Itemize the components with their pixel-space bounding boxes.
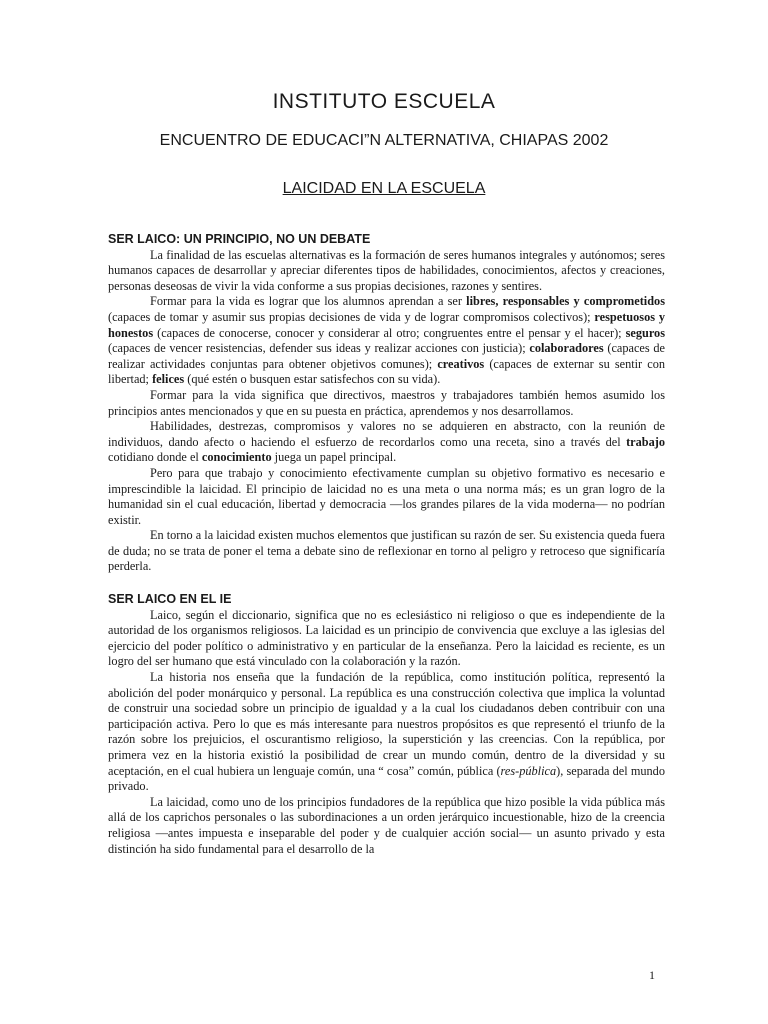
paragraph-text: juega un papel principal. — [271, 450, 397, 465]
bold-term: felices — [152, 372, 185, 387]
paragraph — [108, 670, 665, 795]
bold-term: seguros — [625, 325, 665, 340]
document-title: INSTITUTO ESCUELA — [272, 90, 496, 113]
section-heading-2: SER LAICO EN EL IE — [108, 592, 232, 607]
paragraph: Formar para la vida significa que directivos, maestros y trabajadores también hemos asumido los principios antes mencionados y que en su puesta en práctica, aprendemos y nos desarrollamos. — [108, 387, 665, 418]
paragraph-text: cotidiano donde el — [108, 450, 202, 465]
document-topic: LAICIDAD EN LA ESCUELA — [282, 180, 486, 197]
paragraph: La finalidad de las escuelas alternativas es la formación de seres humanos integrales y autónomos; seres humanos capaces de desarrollar y apreciar diferentes tipos de habilidades, conocimientos, afectos y creaciones, personas deseosas de vivir la vida conforme a sus propias decisiones, razones y sentires. — [108, 247, 665, 293]
paragraph-text: (capaces de externar su sentir con libertad; — [108, 356, 666, 387]
paragraph: Pero para que trabajo y conocimiento efectivamente cumplan su objetivo formativo es necesario e imprescindible la laicidad. El principio de laicidad no es una meta o una norma más; es un gran logro de la humanidad sin el cual educación, libertad y democracia —los grandes pilares de la vida moderna— no podrían existir. — [108, 465, 665, 527]
paragraph-text: Habilidades, destrezas, compromisos y valores no se adquieren en abstracto, con la reunión de individuos, dando afecto o haciendo el esfuerzo de recordarlos como una receta, sino a través del — [108, 419, 665, 449]
paragraph-text: (qué estén o busquen estar satisfechos con su vida). — [184, 372, 441, 387]
bold-term: conocimiento — [201, 450, 272, 465]
paragraph: Laico, según el diccionario, significa que no es eclesiástico ni religioso o que es independiente de la autoridad de los organismos religiosos. La laicidad es un principio de convivencia que excluye a las iglesias del ejercicio del poder político o administrativo y en particular de la enseñanza. Pero la laicidad es reciente, es un logro del ser humano que está vinculado con la colaboración y la razón. — [108, 607, 665, 669]
paragraph — [108, 419, 665, 466]
paragraph: La laicidad, como uno de los principios fundadores de la república que hizo posible la vida pública más allá de los caprichos personales o las subordinaciones a un orden jerárquico incuestionable, hizo de la creencia religiosa —antes impuesta e inseparable del poder y de cualquier acción social— un asunto privado y esta distinción ha sido fundamental para el desarrollo de la — [108, 794, 665, 856]
bold-term: respetuosos y honestos — [108, 309, 665, 340]
paragraph-text: Formar para la vida es lograr que los alumnos aprendan a ser — [150, 294, 467, 309]
document-body — [108, 232, 665, 857]
bold-term: colaboradores — [529, 341, 604, 356]
paragraph: En torno a la laicidad existen muchos elementos que justifican su razón de ser. Su existencia queda fuera de duda; no se trata de poner el tema a debate sino de reflexionar en torno al peligro y retroceso que significaría perderla. — [108, 528, 665, 574]
bold-term: trabajo — [626, 434, 665, 449]
document-subtitle: ENCUENTRO DE EDUCACI”N ALTERNATIVA, CHIAPAS 2002 — [159, 132, 609, 149]
page-number: 1 — [649, 968, 655, 982]
bold-term: creativos — [437, 356, 485, 371]
paragraph-text: La historia nos enseña que la fundación de la república, como institución política, representó la abolición del poder monárquico y personal. La república es una construcción colectiva que implica la voluntad de construir una sociedad sobre un principio de igualdad y a la cual los ciudadanos deben contribuir con una participación activa. Pero lo que es más interesante para nuestros propósitos es que representó el triunfo de la razón sobre los prejuicios, el oscurantismo religioso, la superstición y las creencias. Con la república, por primera vez en la historia existió la posibilidad de crear un mundo común, dentro de la diversidad y su aceptación, en el cual hubiera un lenguaje común, una “ cosa” común, pública ( — [108, 670, 665, 778]
bold-term: libres, responsables y comprometidos — [466, 294, 665, 309]
paragraph-text: (capaces de realizar actividades conjuntas para obtener objetivos comunes); — [108, 341, 666, 371]
paragraph-text: (capaces de vencer resistencias, defender sus ideas y realizar acciones con justicia); — [108, 341, 530, 356]
italic-term: res-pública — [500, 763, 557, 778]
section-heading-1: SER LAICO: UN PRINCIPIO, NO UN DEBATE — [108, 232, 371, 246]
paragraph-text: (capaces de tomar y asumir sus propias decisiones de vida y de lograr compromisos colectivos); — [108, 309, 595, 324]
paragraph-text: ), separada del mundo privado. — [108, 763, 665, 794]
paragraph-text: (capaces de conocerse, conocer y considerar al otro; congruentes entre el pensar y el hacer); — [153, 325, 626, 340]
paragraph — [108, 294, 665, 388]
